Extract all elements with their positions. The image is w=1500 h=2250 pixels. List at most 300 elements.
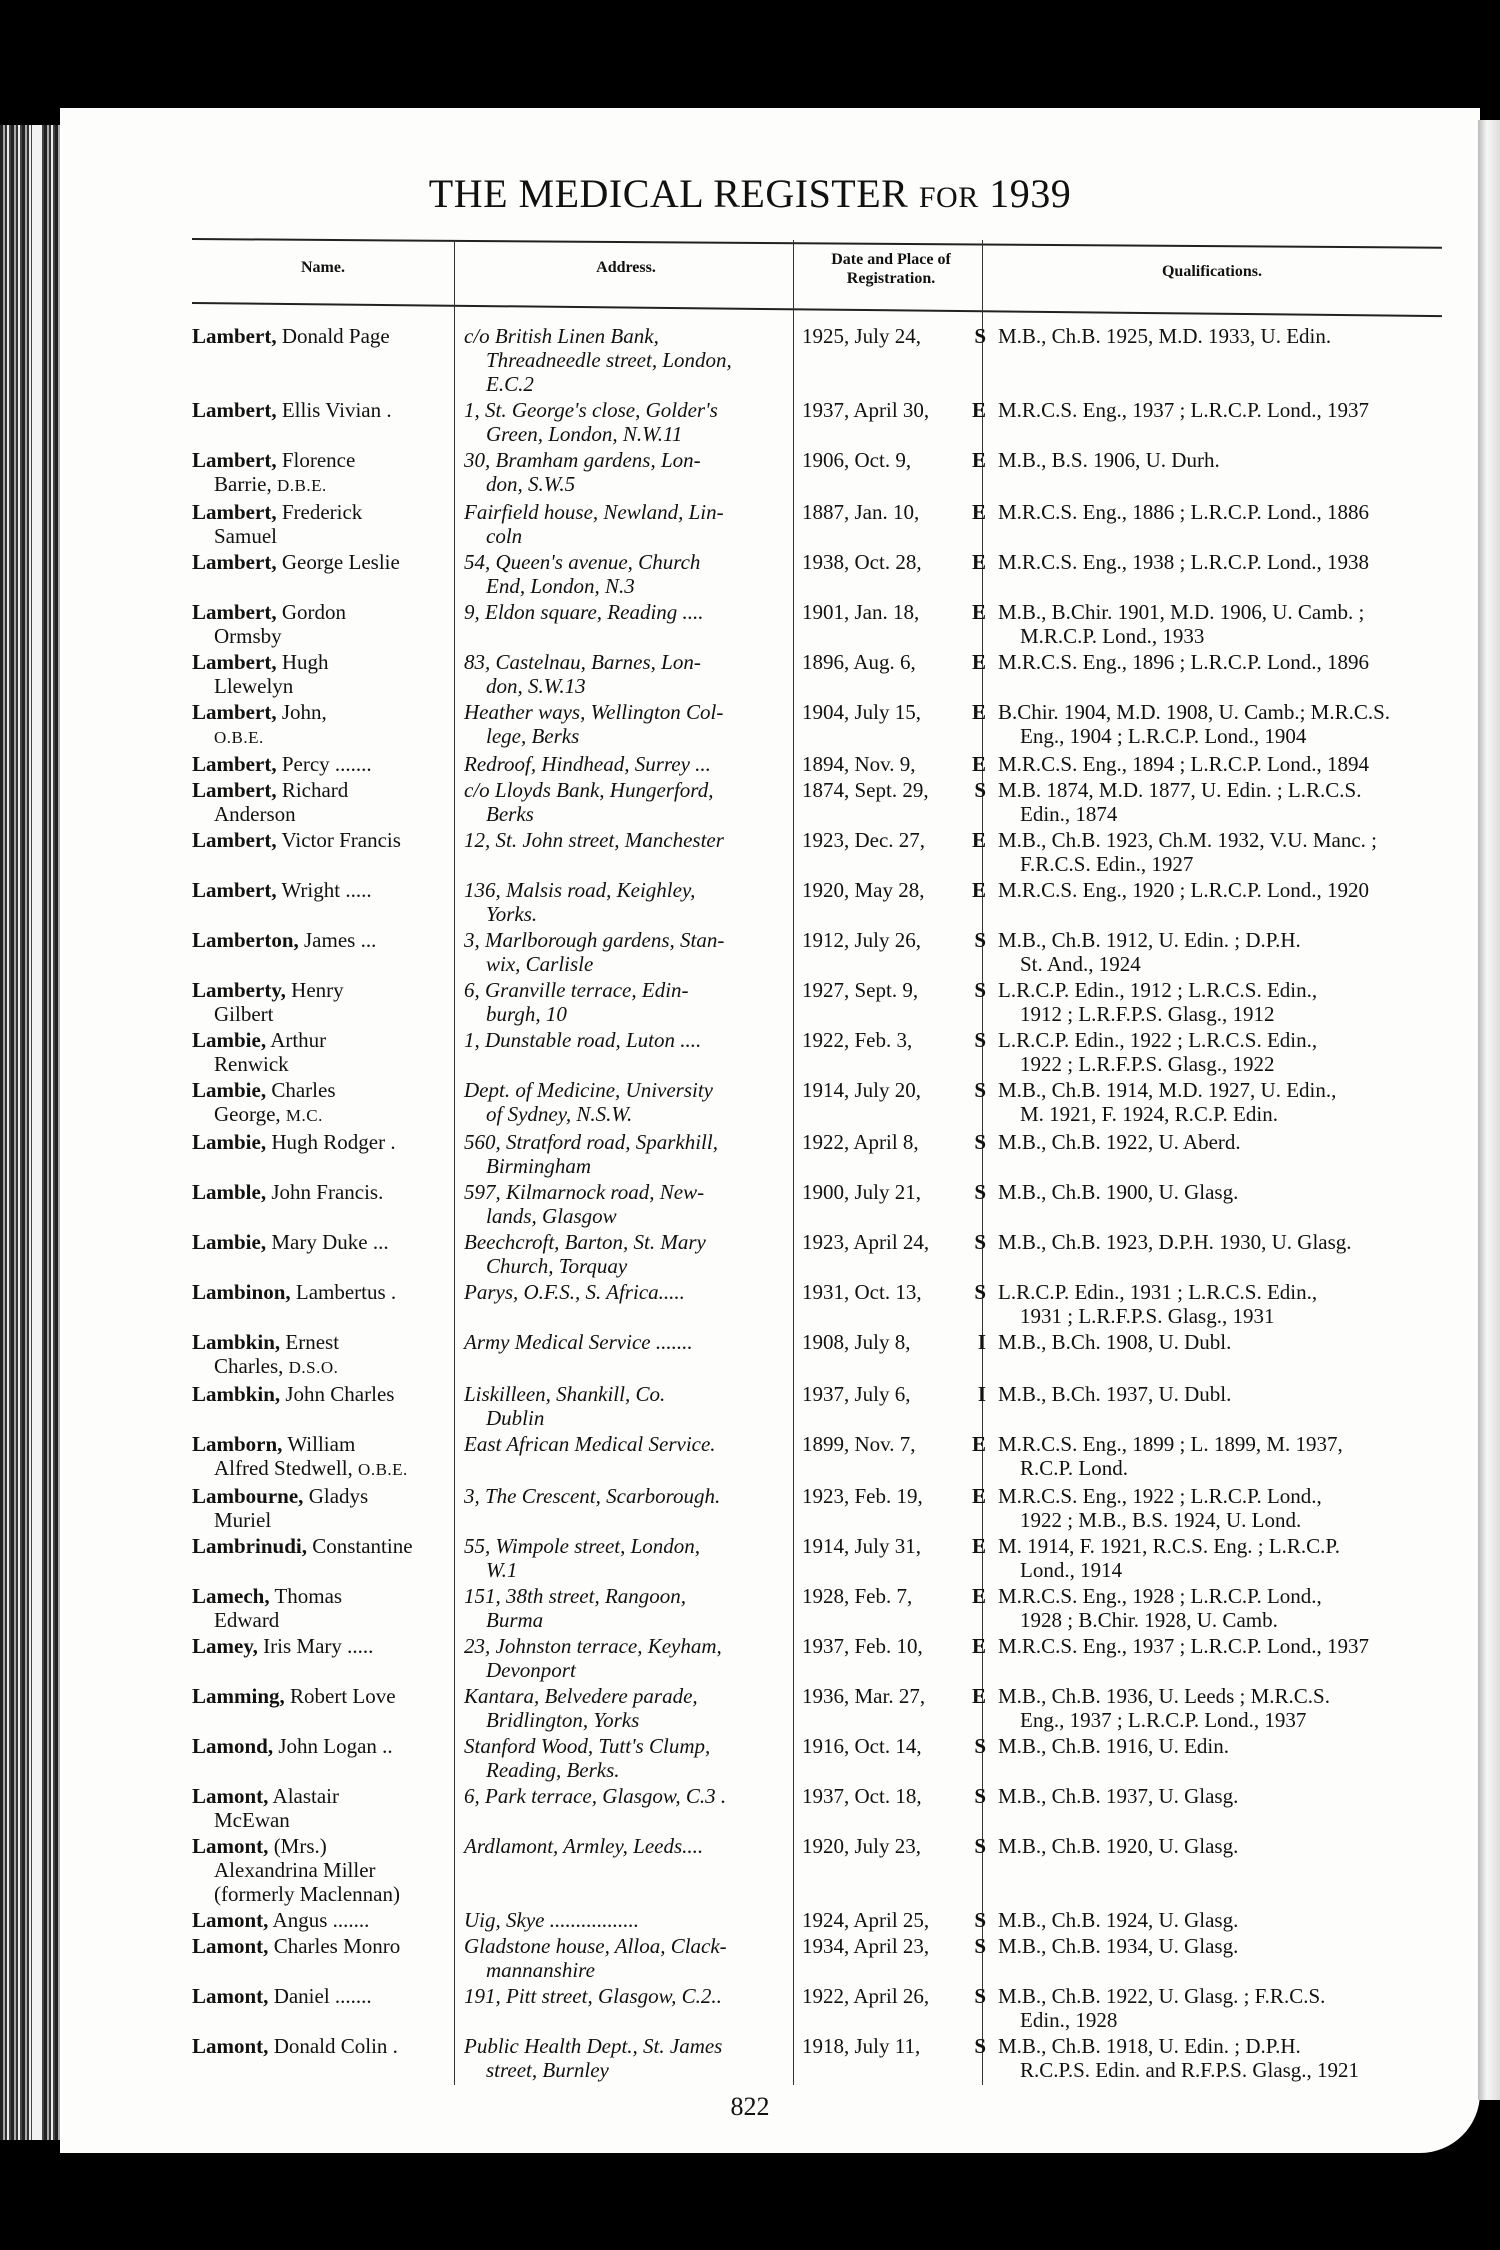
entry-address-line: Uig, Skye ................. — [464, 1908, 639, 1932]
entry-address-line: 6, Granville terrace, Edin- — [464, 978, 689, 1002]
entry-name — [192, 928, 454, 976]
entry-address-line: Yorks. — [486, 902, 538, 926]
entry-given-names: (Mrs.) — [273, 1834, 327, 1858]
register-entry — [192, 1908, 1442, 1932]
entry-given-names: Victor Francis — [281, 828, 401, 852]
entry-qualifications — [990, 500, 1442, 548]
title-for: FOR — [918, 181, 979, 214]
entry-given-names: Angus ....... — [272, 1908, 370, 1932]
entry-registration — [794, 1984, 990, 2032]
entry-given-names: Constantine — [312, 1534, 413, 1558]
entry-address — [454, 1330, 794, 1380]
entry-registration-place: E — [971, 1484, 986, 1508]
entry-address-line: Dept. of Medicine, University — [464, 1078, 714, 1102]
entry-qualifications-line: B.Chir. 1904, M.D. 1908, U. Camb.; M.R.C.S. — [998, 700, 1391, 724]
entry-address-line: 3, Marlborough gardens, Stan- — [464, 928, 725, 952]
entry-surname: Lambourne, — [192, 1484, 304, 1508]
entry-address-line: Gladstone house, Alloa, Clack- — [464, 1934, 727, 1958]
entry-given-names-cont: Llewelyn — [214, 674, 294, 698]
entry-given-names-cont: Samuel — [214, 524, 277, 548]
entry-registration — [794, 550, 990, 598]
entry-registration-date: 1916, Oct. 14, — [802, 1734, 922, 1758]
entry-qualifications-line: M.B., Ch.B. 1934, U. Glasg. — [998, 1934, 1239, 1958]
entry-name-continuation — [192, 1002, 448, 1026]
register-entry — [192, 1584, 1442, 1632]
entry-registration — [794, 1684, 990, 1732]
entry-qualifications-line: M.R.C.S. Eng., 1894 ; L.R.C.P. Lond., 1894 — [998, 752, 1370, 776]
entry-given-names: Gladys — [308, 1484, 369, 1508]
entry-address-line: street, Burnley — [486, 2058, 609, 2082]
entry-address — [454, 700, 794, 750]
entry-surname: Lamond, — [192, 1734, 274, 1758]
entry-name-continuation — [192, 724, 448, 750]
entry-qualifications — [990, 1330, 1442, 1380]
entry-address — [454, 1280, 794, 1328]
register-entry — [192, 1180, 1442, 1228]
entry-surname: Lambkin, — [192, 1330, 281, 1354]
entry-qualifications-line: M.R.C.S. Eng., 1937 ; L.R.C.P. Lond., 1937 — [998, 1634, 1370, 1658]
entry-surname: Lambert, — [192, 448, 277, 472]
entry-registration-place: I — [977, 1330, 986, 1354]
entry-registration-date: 1922, April 8, — [802, 1130, 919, 1154]
entry-registration-date: 1904, July 15, — [802, 700, 922, 724]
entry-name-continuation — [192, 1354, 448, 1380]
entry-name — [192, 1484, 454, 1532]
entry-registration-date: 1918, July 11, — [802, 2034, 921, 2058]
entry-qualifications — [990, 1634, 1442, 1682]
entry-given-names: Charles Monro — [273, 1934, 401, 1958]
entry-surname: Lamont, — [192, 1984, 269, 2008]
entry-name — [192, 550, 454, 598]
entry-qualifications-line: M.B., Ch.B. 1918, U. Edin. ; D.P.H. — [998, 2034, 1301, 2058]
entry-address — [454, 1432, 794, 1482]
entry-address-line: Green, London, N.W.11 — [486, 422, 683, 446]
entry-address — [454, 600, 794, 648]
entry-address — [454, 1130, 794, 1178]
entry-name — [192, 1432, 454, 1482]
entry-address — [454, 448, 794, 498]
entry-registration — [794, 928, 990, 976]
entry-address-line: 6, Park terrace, Glasgow, C.3 . — [464, 1784, 727, 1808]
entry-registration — [794, 878, 990, 926]
entry-surname: Lamont, — [192, 1784, 269, 1808]
entry-name — [192, 2034, 454, 2082]
entry-registration-date: 1937, July 6, — [802, 1382, 911, 1406]
column-header-date-place-line1: Date and Place of — [831, 251, 951, 268]
entry-qualifications-line: M.B., Ch.B. 1914, M.D. 1927, U. Edin., — [998, 1078, 1337, 1102]
entry-qualifications-line: M.R.C.S. Eng., 1937 ; L.R.C.P. Lond., 1937 — [998, 398, 1370, 422]
entry-registration-place: E — [971, 650, 986, 674]
entry-address — [454, 1834, 794, 1906]
entry-name-continuation — [192, 1456, 448, 1482]
entry-address-line: Liskilleen, Shankill, Co. — [464, 1382, 666, 1406]
entry-qualifications-line: M.R.C.S. Eng., 1899 ; L. 1899, M. 1937, — [998, 1432, 1343, 1456]
entry-surname: Lamey, — [192, 1634, 258, 1658]
entry-registration-place: E — [971, 600, 986, 624]
entry-registration-date: 1908, July 8, — [802, 1330, 911, 1354]
entry-name — [192, 1280, 454, 1328]
entry-registration-place: E — [971, 1432, 986, 1456]
entry-surname: Lamble, — [192, 1180, 267, 1204]
entry-name — [192, 324, 454, 396]
entry-given-names: John Charles — [285, 1382, 395, 1406]
entry-registration-date: 1906, Oct. 9, — [802, 448, 912, 472]
entry-given-names: Donald Page — [281, 324, 390, 348]
entry-registration-place: E — [971, 828, 986, 852]
entry-address-line: Parys, O.F.S., S. Africa..... — [464, 1280, 685, 1304]
entry-registration-date: 1901, Jan. 18, — [802, 600, 920, 624]
entry-registration-place: E — [971, 700, 986, 724]
entry-address — [454, 1634, 794, 1682]
entry-qualifications-line: St. And., 1924 — [1020, 952, 1141, 976]
entry-registration — [794, 448, 990, 498]
entry-address-line: Fairfield house, Newland, Lin- — [464, 500, 724, 524]
entry-address-line: 597, Kilmarnock road, New- — [464, 1180, 705, 1204]
entry-given-names: Percy ....... — [281, 752, 372, 776]
entry-given-names: Gordon — [281, 600, 346, 624]
register-entry — [192, 700, 1442, 750]
entry-name — [192, 1834, 454, 1906]
entry-qualifications — [990, 2034, 1442, 2082]
title-year: 1939 — [989, 171, 1072, 216]
entry-given-names: Ellis Vivian . — [281, 398, 392, 422]
entry-address-line: Heather ways, Wellington Col- — [464, 700, 724, 724]
entry-registration — [794, 650, 990, 698]
entry-address-line: Beechcroft, Barton, St. Mary — [464, 1230, 706, 1254]
entry-qualifications-line: 1928 ; B.Chir. 1928, U. Camb. — [1020, 1608, 1278, 1632]
entry-registration-place: E — [971, 500, 986, 524]
entry-name — [192, 1534, 454, 1582]
entry-address — [454, 650, 794, 698]
entry-address-line: don, S.W.5 — [486, 472, 576, 496]
entry-registration — [794, 1280, 990, 1328]
entry-registration-place: S — [974, 1734, 986, 1758]
entry-address-line: Church, Torquay — [486, 1254, 628, 1278]
entry-registration — [794, 978, 990, 1026]
entry-name — [192, 1382, 454, 1430]
entry-registration-date: 1874, Sept. 29, — [802, 778, 929, 802]
register-entry — [192, 978, 1442, 1026]
entry-qualifications — [990, 928, 1442, 976]
entry-address — [454, 878, 794, 926]
entry-given-names: Arthur — [270, 1028, 327, 1052]
entry-registration — [794, 1330, 990, 1380]
entry-qualifications-line: M.B. 1874, M.D. 1877, U. Edin. ; L.R.C.S. — [998, 778, 1362, 802]
entry-surname: Lamberton, — [192, 928, 299, 952]
entry-address-line: Redroof, Hindhead, Surrey ... — [464, 752, 711, 776]
entry-qualifications — [990, 1834, 1442, 1906]
entry-qualifications-line: M.B., Ch.B. 1920, U. Glasg. — [998, 1834, 1239, 1858]
entry-registration-date: 1922, April 26, — [802, 1984, 930, 2008]
entry-address-line: 3, The Crescent, Scarborough. — [464, 1484, 721, 1508]
entry-qualifications — [990, 1584, 1442, 1632]
column-header-qualifications: Qualifications. — [1161, 263, 1262, 280]
entry-address-line: c/o Lloyds Bank, Hungerford, — [464, 778, 714, 802]
register-table — [192, 324, 1442, 2084]
entry-registration-date: 1887, Jan. 10, — [802, 500, 920, 524]
entry-qualifications — [990, 1180, 1442, 1228]
entry-address — [454, 928, 794, 976]
entry-name-continuation — [192, 1052, 448, 1076]
entry-address-line: 1, St. George's close, Golder's — [464, 398, 718, 422]
entry-address-line: 55, Wimpole street, London, — [464, 1534, 701, 1558]
entry-address-line: lege, Berks — [486, 724, 580, 748]
page-number: 822 — [730, 2092, 770, 2121]
entry-registration-place: S — [974, 1784, 986, 1808]
entry-qualifications — [990, 1078, 1442, 1128]
entry-name — [192, 1584, 454, 1632]
entry-registration — [794, 2034, 990, 2082]
entry-address — [454, 500, 794, 548]
entry-surname: Lambert, — [192, 398, 277, 422]
entry-qualifications-line: M.B., B.Ch. 1908, U. Dubl. — [998, 1330, 1232, 1354]
entry-address — [454, 1382, 794, 1430]
entry-name — [192, 700, 454, 750]
entry-registration — [794, 1432, 990, 1482]
entry-registration-date: 1920, July 23, — [802, 1834, 922, 1858]
entry-address — [454, 1028, 794, 1076]
entry-registration — [794, 1584, 990, 1632]
entry-registration-place: E — [971, 752, 986, 776]
entry-surname: Lamming, — [192, 1684, 285, 1708]
entry-name-continuation — [192, 524, 448, 548]
entry-qualifications — [990, 978, 1442, 1026]
entry-name — [192, 1934, 454, 1982]
entry-qualifications — [990, 550, 1442, 598]
entry-name — [192, 448, 454, 498]
entry-surname: Lambie, — [192, 1230, 267, 1254]
entry-name-continuation — [192, 1608, 448, 1632]
entry-qualifications-line: M.B., Ch.B. 1916, U. Edin. — [998, 1734, 1230, 1758]
entry-qualifications — [990, 1934, 1442, 1982]
entry-surname: Lambert, — [192, 650, 277, 674]
entry-given-names: William — [287, 1432, 356, 1456]
entry-given-names: James ... — [304, 928, 377, 952]
entry-qualifications-line: M.B., Ch.B. 1925, M.D. 1933, U. Edin. — [998, 324, 1332, 348]
entry-address-line: coln — [486, 524, 523, 548]
entry-registration-place: E — [971, 1634, 986, 1658]
entry-address-line: lands, Glasgow — [486, 1204, 617, 1228]
entry-given-names: Alastair — [272, 1784, 340, 1808]
entry-qualifications-line: M.B., Ch.B. 1912, U. Edin. ; D.P.H. — [998, 928, 1301, 952]
entry-qualifications-line: F.R.C.S. Edin., 1927 — [1020, 852, 1194, 876]
entry-qualifications — [990, 1984, 1442, 2032]
entry-address-line: c/o British Linen Bank, — [464, 324, 659, 348]
entry-registration — [794, 1834, 990, 1906]
entry-honour: M.C. — [285, 1106, 323, 1125]
entry-address — [454, 1684, 794, 1732]
entry-name-continuation — [192, 1808, 448, 1832]
register-entry — [192, 1934, 1442, 1982]
entry-given-names-cont: Gilbert — [214, 1002, 274, 1026]
entry-registration-place: E — [971, 550, 986, 574]
entry-given-names: Lambertus . — [295, 1280, 397, 1304]
entry-qualifications-line: M.B., Ch.B. 1922, U. Glasg. ; F.R.C.S. — [998, 1984, 1326, 2008]
column-header-date-place-line2: Registration. — [846, 270, 936, 287]
register-entry — [192, 2034, 1442, 2082]
entry-registration-date: 1922, Feb. 3, — [802, 1028, 913, 1052]
register-entry — [192, 1432, 1442, 1482]
entry-surname: Lamont, — [192, 1834, 269, 1858]
column-header-address: Address. — [596, 259, 656, 276]
entry-qualifications — [990, 398, 1442, 446]
entry-given-names-cont: McEwan — [214, 1808, 290, 1832]
register-entry — [192, 1230, 1442, 1278]
entry-address — [454, 398, 794, 446]
entry-address — [454, 1934, 794, 1982]
entry-address-line: wix, Carlisle — [486, 952, 594, 976]
entry-registration-date: 1896, Aug. 6, — [802, 650, 916, 674]
entry-registration-place: E — [971, 1684, 986, 1708]
entry-surname: Lambrinudi, — [192, 1534, 307, 1558]
entry-qualifications — [990, 828, 1442, 876]
entry-address — [454, 778, 794, 826]
entry-registration — [794, 1634, 990, 1682]
entry-address — [454, 1984, 794, 2032]
entry-registration-place: S — [974, 778, 986, 802]
entry-given-names: George Leslie — [281, 550, 400, 574]
entry-qualifications-line: Lond., 1914 — [1020, 1558, 1123, 1582]
entry-given-names: Florence — [281, 448, 356, 472]
entry-address — [454, 1078, 794, 1128]
entry-qualifications-line: Eng., 1937 ; L.R.C.P. Lond., 1937 — [1020, 1708, 1307, 1732]
entry-address-line: Burma — [486, 1608, 544, 1632]
entry-registration — [794, 1180, 990, 1228]
entry-qualifications — [990, 1382, 1442, 1430]
entry-qualifications-line: 1922 ; L.R.F.P.S. Glasg., 1922 — [1020, 1052, 1275, 1076]
entry-address-line: End, London, N.3 — [486, 574, 635, 598]
entry-qualifications-line: M.R.C.S. Eng., 1896 ; L.R.C.P. Lond., 1896 — [998, 650, 1370, 674]
entry-registration-place: S — [974, 1984, 986, 2008]
entry-name — [192, 1130, 454, 1178]
entry-registration — [794, 398, 990, 446]
entry-registration-date: 1923, Dec. 27, — [802, 828, 926, 852]
entry-surname: Lambert, — [192, 752, 277, 776]
entry-qualifications-line: M.R.C.S. Eng., 1928 ; L.R.C.P. Lond., — [998, 1584, 1322, 1608]
entry-surname: Lambie, — [192, 1028, 267, 1052]
entry-registration-place: S — [974, 1078, 986, 1102]
entry-address-line: 9, Eldon square, Reading .... — [464, 600, 704, 624]
entry-name — [192, 1908, 454, 1932]
entry-given-names-cont: George, — [214, 1102, 281, 1126]
entry-qualifications — [990, 1484, 1442, 1532]
entry-surname: Lamont, — [192, 1908, 269, 1932]
entry-registration-place: S — [974, 928, 986, 952]
entry-honour: D.B.E. — [276, 476, 327, 495]
entry-name — [192, 828, 454, 876]
entry-registration — [794, 828, 990, 876]
entry-name — [192, 1634, 454, 1682]
entry-given-names: Henry — [291, 978, 344, 1002]
entry-surname: Lamont, — [192, 1934, 269, 1958]
entry-name — [192, 1180, 454, 1228]
entry-qualifications-line: M.B., B.S. 1906, U. Durh. — [998, 448, 1220, 472]
entry-registration-place: S — [974, 1180, 986, 1204]
entry-qualifications-line: M.B., B.Chir. 1901, M.D. 1906, U. Camb. ; — [998, 600, 1365, 624]
entry-qualifications-line: M.B., Ch.B. 1922, U. Aberd. — [998, 1130, 1241, 1154]
entry-registration-date: 1936, Mar. 27, — [802, 1684, 926, 1708]
register-entry — [192, 650, 1442, 698]
entry-address-line: mannanshire — [486, 1958, 595, 1982]
entry-name — [192, 978, 454, 1026]
entry-name-continuation — [192, 1858, 448, 1882]
entry-qualifications-line: M. 1914, F. 1921, R.C.S. Eng. ; L.R.C.P. — [998, 1534, 1340, 1558]
entry-qualifications-line: M.R.C.S. Eng., 1886 ; L.R.C.P. Lond., 1886 — [998, 500, 1370, 524]
entry-qualifications-line: L.R.C.P. Edin., 1931 ; L.R.C.S. Edin., — [998, 1280, 1318, 1304]
entry-honour: O.B.E. — [358, 1460, 408, 1479]
entry-qualifications-line: R.C.P.S. Edin. and R.F.P.S. Glasg., 1921 — [1020, 2058, 1360, 2082]
entry-registration-date: 1925, July 24, — [802, 324, 922, 348]
entry-address-line: W.1 — [486, 1558, 518, 1582]
entry-address-line: Kantara, Belvedere parade, — [464, 1684, 698, 1708]
entry-address-line: 560, Stratford road, Sparkhill, — [464, 1130, 718, 1154]
entry-surname: Lambert, — [192, 878, 277, 902]
entry-address — [454, 1534, 794, 1582]
entry-name — [192, 878, 454, 926]
entry-qualifications-line: Eng., 1904 ; L.R.C.P. Lond., 1904 — [1020, 724, 1307, 748]
entry-given-names: John Logan .. — [278, 1734, 393, 1758]
entry-qualifications — [990, 448, 1442, 498]
entry-given-names: Frederick — [281, 500, 363, 524]
entry-address-line: Bridlington, Yorks — [486, 1708, 640, 1732]
entry-address-line: 191, Pitt street, Glasgow, C.2.. — [464, 1984, 722, 2008]
entry-registration — [794, 1908, 990, 1932]
entry-honour: D.S.O. — [288, 1358, 339, 1377]
entry-given-names: Hugh — [281, 650, 329, 674]
entry-registration-place: S — [974, 2034, 986, 2058]
entry-given-names-cont: Ormsby — [214, 624, 282, 648]
entry-name-continuation — [192, 1882, 448, 1906]
entry-address — [454, 752, 794, 776]
title-main: THE MEDICAL REGISTER — [428, 171, 909, 216]
entry-address — [454, 1484, 794, 1532]
entry-qualifications — [990, 1280, 1442, 1328]
entry-address-line: Public Health Dept., St. James — [464, 2034, 723, 2058]
register-entry — [192, 1130, 1442, 1178]
entry-address-line: 136, Malsis road, Keighley, — [464, 878, 696, 902]
entry-given-names-cont: Renwick — [214, 1052, 289, 1076]
entry-address — [454, 1230, 794, 1278]
entry-qualifications — [990, 1028, 1442, 1076]
entry-qualifications-line: M.R.C.S. Eng., 1922 ; L.R.C.P. Lond., — [998, 1484, 1322, 1508]
entry-given-names: Mary Duke ... — [271, 1230, 389, 1254]
entry-given-names-cont: Alfred Stedwell, — [214, 1456, 353, 1480]
page-title — [0, 170, 1500, 217]
entry-registration-date: 1924, April 25, — [802, 1908, 930, 1932]
column-header-name: Name. — [301, 259, 345, 276]
entry-name-continuation — [192, 802, 448, 826]
register-entry — [192, 1484, 1442, 1532]
entry-address-line: Army Medical Service ....... — [464, 1330, 693, 1354]
entry-name-continuation — [192, 472, 448, 498]
entry-surname: Lambinon, — [192, 1280, 291, 1304]
entry-given-names: John Francis. — [271, 1180, 384, 1204]
entry-qualifications-line: 1931 ; L.R.F.P.S. Glasg., 1931 — [1020, 1304, 1275, 1328]
entry-qualifications-line: L.R.C.P. Edin., 1922 ; L.R.C.S. Edin., — [998, 1028, 1318, 1052]
entry-address-line: East African Medical Service. — [464, 1432, 716, 1456]
entry-qualifications — [990, 1734, 1442, 1782]
entry-qualifications-line: M.B., B.Ch. 1937, U. Dubl. — [998, 1382, 1232, 1406]
entry-address — [454, 2034, 794, 2082]
register-entry — [192, 1382, 1442, 1430]
entry-qualifications — [990, 700, 1442, 750]
entry-registration-date: 1937, Feb. 10, — [802, 1634, 923, 1658]
entry-registration-date: 1927, Sept. 9, — [802, 978, 919, 1002]
register-entry — [192, 1834, 1442, 1906]
entry-address — [454, 978, 794, 1026]
entry-registration-date: 1923, April 24, — [802, 1230, 930, 1254]
entry-qualifications — [990, 752, 1442, 776]
